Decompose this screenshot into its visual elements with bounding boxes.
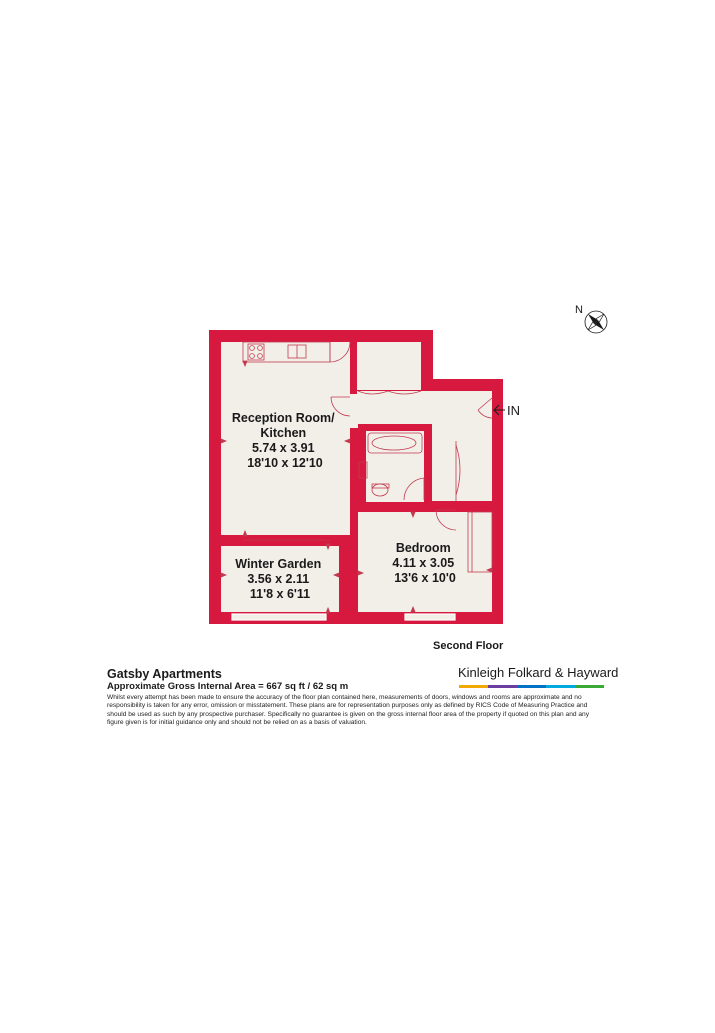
compass-north-label: N	[575, 304, 583, 316]
reception-dims-metric: 5.74 x 3.91	[251, 441, 315, 455]
hall-floor	[350, 391, 492, 428]
wall-cupboard-right	[421, 342, 433, 390]
brand-bar-segment	[488, 685, 517, 688]
brand-bar-segment	[459, 685, 488, 688]
brand-bar-segment	[517, 685, 546, 688]
wall-reception-right-lower	[350, 428, 358, 512]
winter-garden-dims-imperial: 11'8 x 6'11	[249, 587, 311, 601]
window-winter-garden	[232, 614, 326, 620]
wall-reception-right-upper	[350, 342, 357, 394]
winter-garden-dims-metric: 3.56 x 2.11	[247, 572, 310, 586]
wall-reception-bottom	[221, 535, 243, 546]
wall-bedroom-top	[358, 502, 436, 512]
compass-icon	[585, 311, 607, 333]
bedroom-dims-imperial: 13'6 x 10'0	[394, 571, 456, 585]
reception-name-line2: Kitchen	[260, 426, 307, 440]
wall-bath-right	[424, 424, 432, 478]
wall-bath-top	[358, 424, 432, 431]
brand-color-bar	[459, 685, 604, 688]
brand-bar-segment	[546, 685, 575, 688]
entrance-label: IN	[507, 403, 520, 418]
winter-garden-name: Winter Garden	[235, 557, 322, 571]
disclaimer-text: Whilst every attempt has been made to ensure the accuracy of the floor plan contained here, measurements of doors, windows and rooms are approximate and no responsibility is taken for any error, omission or misstatement. These plans are for representation purposes only as defined by RICS Code of Measuring Practice and should be used as such by any prospective purchaser. Specifically no guarantee is given on the gross internal floor area of the property if quoted on this plan and any figure given is for initial guidance only and should not be relied on as a basis of valuation.	[107, 694, 590, 726]
property-area: Approximate Gross Internal Area = 667 sq ft / 62 sq m	[107, 681, 349, 692]
reception-name-line1: Reception Room/	[231, 411, 335, 425]
wall-bedroom-top-right	[460, 502, 492, 512]
wall-garden-right	[339, 535, 358, 612]
reception-dims-imperial: 18'10 x 12'10	[247, 456, 323, 470]
wardrobe-floor	[456, 441, 492, 501]
bedroom-name: Bedroom	[395, 541, 451, 555]
window-bedroom	[405, 614, 455, 620]
floor-label: Second Floor	[433, 640, 504, 652]
brand-bar-segment	[575, 685, 604, 688]
bedroom-dims-metric: 4.11 x 3.05	[392, 556, 455, 570]
property-title: Gatsby Apartments	[107, 667, 222, 681]
cupboard-floor	[357, 342, 421, 390]
brand-name: Kinleigh Folkard & Hayward	[458, 665, 619, 680]
bedroom-label	[392, 541, 457, 585]
